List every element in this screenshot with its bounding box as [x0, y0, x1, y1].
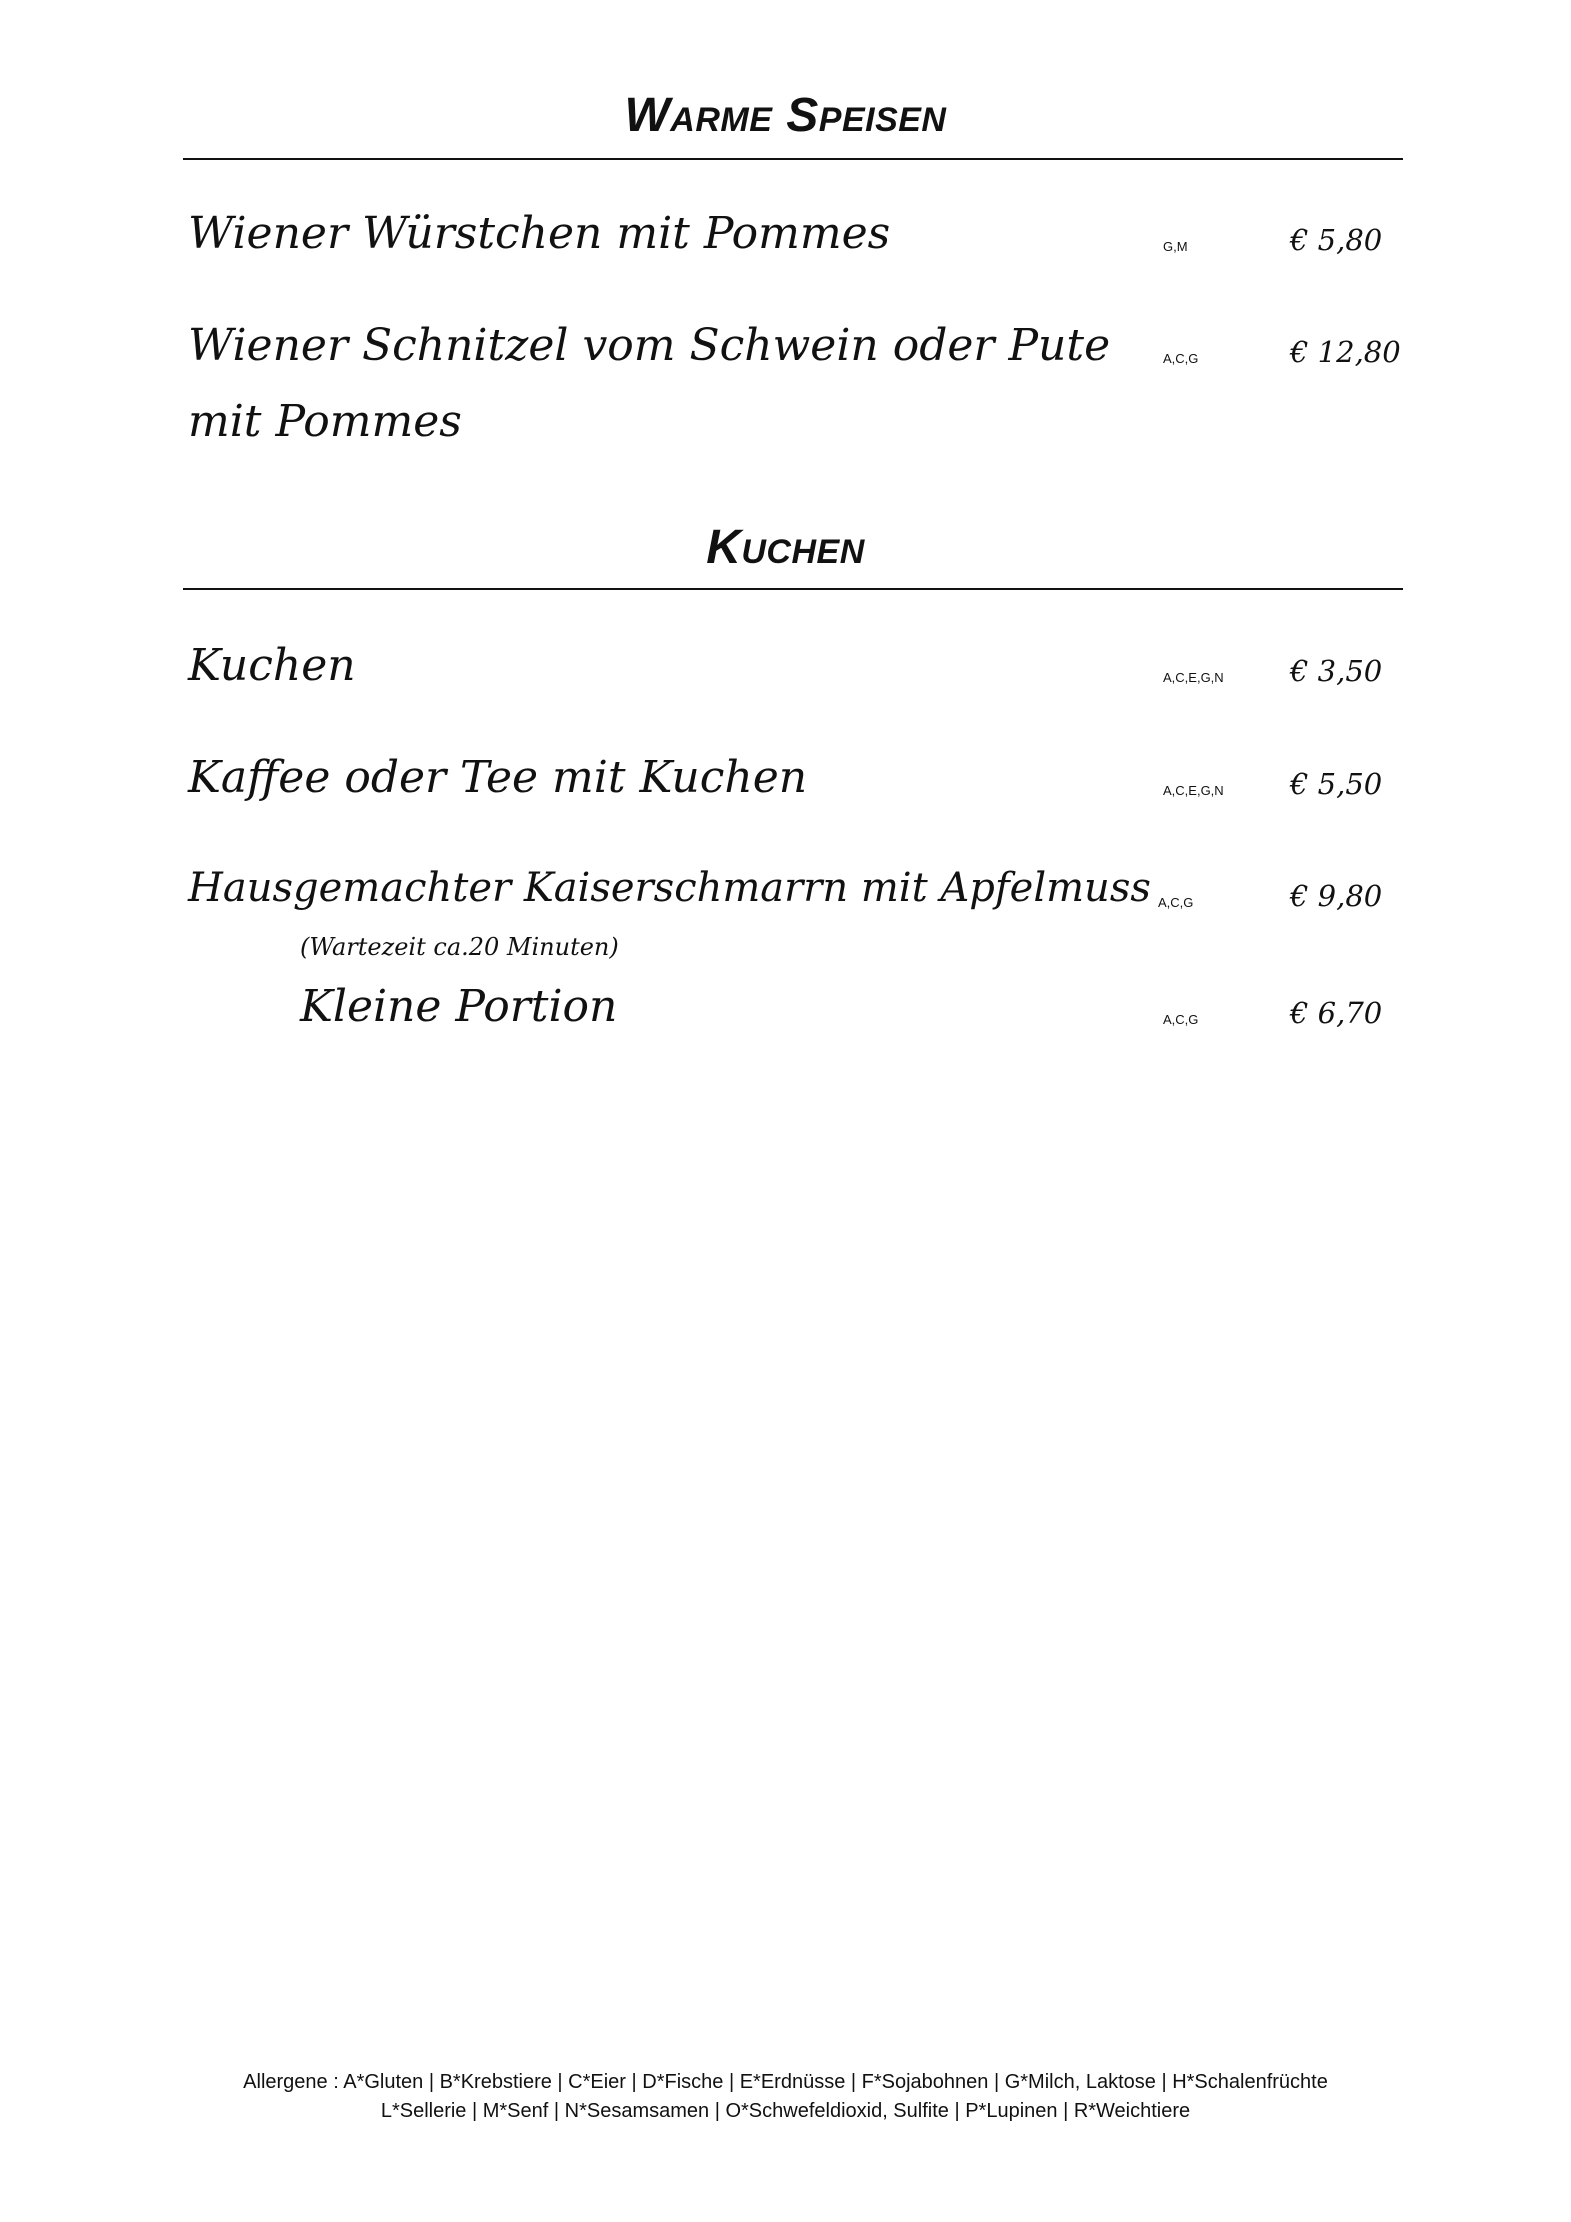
menu-item-price: € 5,80 [1290, 223, 1383, 257]
menu-item-allergens: A,C,G [1163, 351, 1199, 366]
section-title-text: Warme Speisen [624, 89, 947, 142]
menu-item-name: Kleine Portion [300, 981, 618, 1032]
menu-item-price: € 6,70 [1290, 996, 1383, 1030]
menu-item-price: € 12,80 [1290, 335, 1401, 369]
menu-item-allergens: A,C,E,G,N [1163, 783, 1224, 798]
section-title-kuchen [0, 521, 1571, 574]
menu-item-allergens: G,M [1163, 239, 1188, 254]
allergen-legend-line-2: L*Sellerie | M*Senf | N*Sesamsamen | O*Schwefeldioxid, Sulfite | P*Lupinen | R*Weichtiere [380, 2100, 1191, 2122]
menu-item-name: Hausgemachter Kaiserschmarrn mit Apfelmuss [188, 865, 1151, 911]
menu-item-allergens: A,C,G [1163, 1012, 1199, 1027]
section-title-warme-speisen [0, 89, 1571, 142]
menu-item-price: € 9,80 [1290, 879, 1383, 913]
section-divider [183, 158, 1403, 160]
section-divider [183, 588, 1403, 590]
menu-item-price: € 5,50 [1290, 767, 1383, 801]
menu-item-price: € 3,50 [1290, 654, 1383, 688]
allergen-legend-line-1: Allergene : A*Gluten | B*Krebstiere | C*Eier | D*Fische | E*Erdnüsse | F*Sojabohnen | G*Milch, Laktose | H*Schalenfrüchte [243, 2071, 1328, 2093]
menu-item-note: (Wartezeit ca.20 Minuten) [300, 933, 619, 961]
menu-item-name: Wiener Schnitzel vom Schwein oder Pute [188, 320, 1111, 371]
section-title-text: Kuchen [706, 521, 865, 574]
menu-item-name-continued: mit Pommes [188, 396, 462, 447]
menu-item-name: Wiener Würstchen mit Pommes [188, 208, 891, 259]
menu-item-allergens: A,C,E,G,N [1163, 670, 1224, 685]
menu-item-name: Kaffee oder Tee mit Kuchen [188, 752, 808, 803]
menu-item-name: Kuchen [188, 640, 356, 691]
menu-item-allergens: A,C,G [1158, 895, 1194, 910]
